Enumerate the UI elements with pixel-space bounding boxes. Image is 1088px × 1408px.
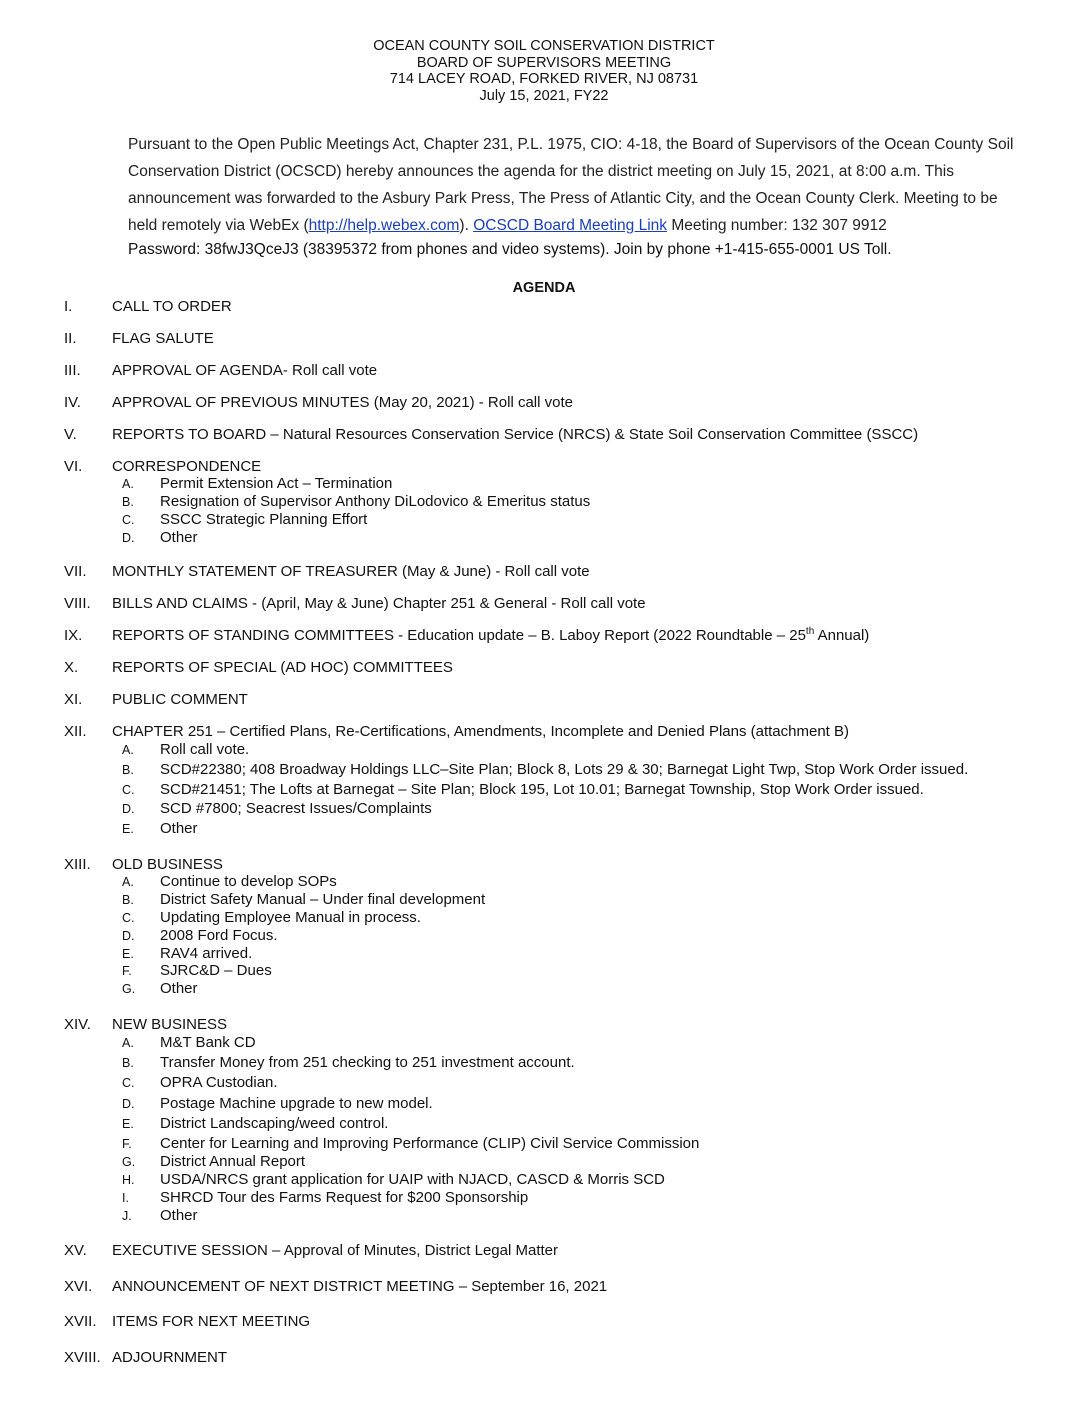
agenda-subitem-letter: B.	[122, 893, 134, 907]
agenda-item-title-text: EXECUTIVE SESSION – Approval of Minutes, District Legal Matter	[112, 1242, 559, 1259]
agenda-item-title-tail: Annual)	[814, 627, 870, 644]
agenda-item-number: II.	[64, 330, 77, 347]
agenda-item-title-text: REPORTS TO BOARD – Natural Resources Conservation Service (NRCS) & State Soil Conservation Committee (SSCC)	[112, 426, 919, 443]
agenda-subitem-letter: H.	[122, 1173, 135, 1187]
agenda-subitem-letter: I.	[122, 1191, 129, 1205]
agenda-subitem-text: SSCC Strategic Planning Effort	[160, 511, 368, 528]
agenda-subitem-text: Permit Extension Act – Termination	[160, 475, 393, 492]
agenda-subitem-letter: A.	[122, 477, 134, 491]
agenda-item-title-text: CHAPTER 251 – Certified Plans, Re-Certifications, Amendments, Incomplete and Denied Plans (attachment B)	[112, 723, 850, 740]
agenda-item-title	[112, 330, 214, 348]
agenda-subitem-text: Continue to develop SOPs	[160, 873, 337, 890]
header-meeting: BOARD OF SUPERVISORS MEETING	[416, 54, 672, 71]
agenda-item-title	[112, 1278, 607, 1296]
agenda-item-title	[112, 627, 869, 645]
agenda-item-title	[112, 659, 453, 677]
agenda-subitem-text: Center for Learning and Improving Performance (CLIP) Civil Service Commission	[160, 1135, 700, 1152]
agenda-item-number: XI.	[64, 691, 83, 708]
agenda-subitem-letter: E.	[122, 947, 134, 961]
agenda-subitem-text: Postage Machine upgrade to new model.	[160, 1095, 433, 1112]
agenda-subitem-text: M&T Bank CD	[160, 1034, 256, 1051]
agenda-item-title-text: APPROVAL OF PREVIOUS MINUTES (May 20, 2021) - Roll call vote	[112, 394, 573, 411]
header-address: 714 LACEY ROAD, FORKED RIVER, NJ 08731	[389, 71, 699, 87]
agenda-item-number: X.	[64, 659, 79, 676]
document-header	[0, 38, 1088, 104]
agenda-subitem-text: USDA/NRCS grant application for UAIP with NJACD, CASCD & Morris SCD	[160, 1171, 665, 1188]
agenda-item-number: XIII.	[64, 856, 91, 873]
agenda-subitem-text: Roll call vote.	[160, 741, 250, 758]
agenda-subitem-letter: D.	[122, 531, 135, 545]
agenda-item-number: VI.	[64, 458, 83, 475]
agenda-item-number: XIV.	[64, 1016, 91, 1033]
agenda-item-number: VIII.	[64, 595, 91, 612]
agenda-item-title-text: ADJOURNMENT	[112, 1349, 227, 1366]
agenda-item-number: IX.	[64, 627, 83, 644]
agenda-item-title	[112, 691, 248, 709]
agenda-subitem-letter: G.	[122, 1155, 136, 1169]
agenda-subitem-letter: C.	[122, 513, 135, 527]
agenda-item-title	[112, 1242, 558, 1260]
board-meeting-link[interactable]: OCSCD Board Meeting Link	[473, 217, 668, 234]
agenda-subitem-letter: E.	[122, 822, 134, 836]
intro-text-between: ).	[459, 217, 474, 234]
agenda-item-number: XVIII.	[64, 1349, 101, 1366]
agenda-subitem-text: District Annual Report	[160, 1153, 306, 1170]
agenda-item-number: XV.	[64, 1242, 87, 1259]
agenda-subitem-text: Other	[160, 820, 198, 837]
agenda-subitem-letter: A.	[122, 1036, 134, 1050]
agenda-subitem-text: Other	[160, 1207, 198, 1224]
agenda-item-number: XVII.	[64, 1313, 97, 1330]
agenda-item-number: VII.	[64, 563, 87, 580]
agenda-subitem-letter: D.	[122, 802, 135, 816]
agenda-item-title-text: ANNOUNCEMENT OF NEXT DISTRICT MEETING – September 16, 2021	[112, 1278, 608, 1295]
agenda-item-title	[112, 394, 573, 412]
agenda-item-title-text: BILLS AND CLAIMS - (April, May & June) Chapter 251 & General - Roll call vote	[112, 595, 646, 612]
agenda-item-title	[112, 856, 223, 874]
agenda-item-number: IV.	[64, 394, 81, 411]
agenda-subitem-text: SHRCD Tour des Farms Request for $200 Sponsorship	[160, 1189, 529, 1206]
agenda-subitem-letter: D.	[122, 929, 135, 943]
agenda-subitem-text: SCD #7800; Seacrest Issues/Complaints	[160, 800, 432, 817]
agenda-subitem-letter: E.	[122, 1117, 134, 1131]
agenda-item-title	[112, 1016, 227, 1034]
agenda-subitem-text: District Safety Manual – Under final development	[160, 891, 486, 908]
header-organization: OCEAN COUNTY SOIL CONSERVATION DISTRICT	[373, 38, 715, 54]
agenda-title: AGENDA	[512, 280, 576, 296]
agenda-subitem-text: SCD#22380; 408 Broadway Holdings LLC–Site Plan; Block 8, Lots 29 & 30; Barnegat Light Twp, Stop Work Order issued.	[160, 761, 969, 778]
agenda-subitem-text: OPRA Custodian.	[160, 1074, 278, 1091]
password-line: Password: 38fwJ3QceJ3 (38395372 from phones and video systems). Join by phone +1-415-655-0001 US Toll.	[128, 241, 892, 258]
intro-text: Pursuant to the Open Public Meetings Act, Chapter 231, P.L. 1975, CIO: 4-18, the Board of Supervisors of the Ocean County Soil Conservation District (OCSCD) hereby announces the agenda for the district meeting on July 15, 2021, at 8:00 a.m. This announcement was forwarded to the Asbury Park Press, The Press of Atlantic City, and the Ocean County Clerk. Meeting to be held remotely via WebEx (	[128, 136, 1014, 234]
agenda-subitem-text: District Landscaping/weed control.	[160, 1115, 389, 1132]
agenda-item-title	[112, 458, 261, 476]
agenda-item-number: V.	[64, 426, 77, 443]
agenda-item-number: III.	[64, 362, 81, 379]
intro-paragraph	[128, 131, 1028, 239]
agenda-item-title	[112, 1313, 310, 1331]
agenda-item-title-text: ITEMS FOR NEXT MEETING	[112, 1313, 311, 1330]
agenda-subitem-text: Resignation of Supervisor Anthony DiLodovico & Emeritus status	[160, 493, 591, 510]
agenda-item-title	[112, 1349, 227, 1367]
webex-link[interactable]: http://help.webex.com	[308, 217, 460, 234]
agenda-subitem-letter: B.	[122, 763, 134, 777]
agenda-subitem-letter: C.	[122, 783, 135, 797]
agenda-subitem-letter: B.	[122, 1056, 134, 1070]
agenda-item-title-text: NEW BUSINESS	[112, 1016, 228, 1033]
agenda-item-title-text: CALL TO ORDER	[112, 298, 232, 315]
agenda-subitem-letter: A.	[122, 875, 134, 889]
agenda-item-title-text: APPROVAL OF AGENDA- Roll call vote	[112, 362, 378, 379]
agenda-item-title-text: FLAG SALUTE	[112, 330, 214, 347]
ordinal-suffix: th	[805, 626, 815, 637]
agenda-item-title	[112, 362, 377, 380]
agenda-subitem-letter: C.	[122, 1076, 135, 1090]
agenda-subitem-letter: D.	[122, 1097, 135, 1111]
agenda-item-title	[112, 426, 918, 444]
agenda-subitem-letter: A.	[122, 743, 134, 757]
header-date: July 15, 2021, FY22	[479, 87, 609, 104]
agenda-subitem-letter: C.	[122, 911, 135, 925]
agenda-subitem-text: Updating Employee Manual in process.	[160, 909, 421, 926]
agenda-item-title-text: MONTHLY STATEMENT OF TREASURER (May & June) - Roll call vote	[112, 563, 590, 580]
agenda-item-title-text: PUBLIC COMMENT	[112, 691, 248, 708]
agenda-item-title-text: OLD BUSINESS	[112, 856, 223, 873]
agenda-item-number: XVI.	[64, 1278, 93, 1295]
agenda-subitem-text: 2008 Ford Focus.	[160, 927, 278, 944]
agenda-subitem-text: RAV4 arrived.	[160, 945, 253, 962]
agenda-item-title	[112, 723, 849, 741]
agenda-subitem-text: Other	[160, 529, 198, 546]
agenda-subitem-letter: F.	[122, 1137, 132, 1151]
agenda-subitem-letter: F.	[122, 964, 132, 978]
agenda-item-title-text: REPORTS OF SPECIAL (AD HOC) COMMITTEES	[112, 659, 453, 676]
meeting-number: Meeting number: 132 307 9912	[667, 217, 887, 234]
agenda-subitem-letter: B.	[122, 495, 134, 509]
agenda-item-title	[112, 298, 232, 316]
agenda-subitem-text: SCD#21451; The Lofts at Barnegat – Site Plan; Block 195, Lot 10.01; Barnegat Township, Stop Work Order issued.	[160, 781, 924, 798]
agenda-subitem-letter: J.	[122, 1209, 132, 1223]
agenda-item-title-text: REPORTS OF STANDING COMMITTEES - Education update – B. Laboy Report (2022 Roundtable – 25	[112, 627, 806, 644]
agenda-item-number: I.	[64, 298, 73, 315]
agenda-item-title	[112, 563, 590, 581]
agenda-subitem-text: Other	[160, 980, 198, 997]
agenda-subitem-text: Transfer Money from 251 checking to 251 investment account.	[160, 1054, 575, 1071]
agenda-item-title-text: CORRESPONDENCE	[112, 458, 262, 475]
agenda-subitem-letter: G.	[122, 982, 136, 996]
agenda-item-number: XII.	[64, 723, 87, 740]
agenda-item-title	[112, 595, 646, 613]
agenda-subitem-text: SJRC&D – Dues	[160, 962, 272, 979]
